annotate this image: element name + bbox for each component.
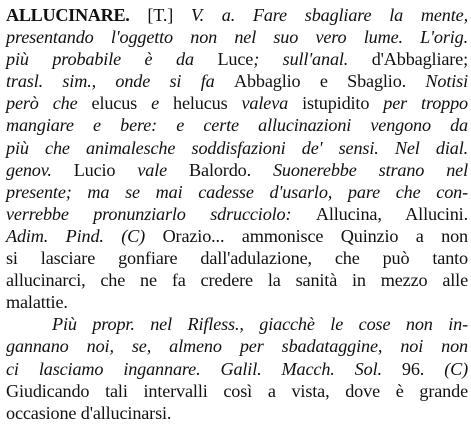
line-segment: presentando l'oggetto non nel suo vero lume. L'orig. xyxy=(6,27,468,48)
line-segment: Più propr. nel Rifless., giacchè le cose non in- xyxy=(52,314,468,335)
entry-line-4 xyxy=(6,70,468,92)
line-segment: Suonerebbe strano nel xyxy=(251,159,468,180)
line-segment: più probabile è da xyxy=(6,49,218,70)
entry-line-15 xyxy=(6,313,468,335)
line-segment: allucinarci, che ne fa credere la sanità in mezzo alle xyxy=(6,270,468,291)
entry-line-12 xyxy=(6,247,468,269)
entry-line-7 xyxy=(6,137,468,159)
entry-line-16 xyxy=(6,335,468,357)
line-segment: mangiare e bere: e certe allucinazioni vengono da xyxy=(6,115,468,136)
headword: ALLUCINARE. xyxy=(6,5,130,25)
line-segment: genov. xyxy=(6,159,74,180)
entry-line-18 xyxy=(6,380,468,402)
line-segment: per troppo xyxy=(369,93,468,114)
line-segment: trasl. sim., onde si fa xyxy=(6,71,234,92)
entry-line-5 xyxy=(6,92,468,114)
entry-line-3 xyxy=(6,48,468,70)
entry-line-1 xyxy=(6,4,468,26)
line-segment: più che animalesche soddisfazioni de' sensi. Nel dial. xyxy=(6,137,468,158)
line-segment: d'Abbagliare; xyxy=(371,49,469,70)
entry-line-10 xyxy=(6,203,468,225)
dictionary-entry xyxy=(6,4,468,424)
entry-line-8 xyxy=(6,159,468,181)
line-segment: helucus xyxy=(173,93,228,114)
line-segment: Lucio xyxy=(73,159,116,180)
line-segment: V. a. Fare sbagliare la mente, xyxy=(190,5,468,25)
entry-line-9 xyxy=(6,181,468,203)
line-segment: Balordo. xyxy=(189,159,251,180)
line-segment: Giudicando tali intervalli così a vista, dove è grande xyxy=(6,380,468,401)
line-segment: occasione d'allucinarsi. xyxy=(6,402,172,423)
source-tag: [T.] xyxy=(147,5,174,25)
entry-line-17 xyxy=(6,358,468,380)
line-segment: malattie. xyxy=(6,292,68,313)
line-segment: Notisi xyxy=(406,71,468,92)
line-segment: Allucina, Allucini. xyxy=(315,203,468,224)
line-segment: Orazio... ammonisce Quinzio a non xyxy=(162,225,469,246)
line-segment: si lasciare gonfiare dall'adulazione, che può tanto xyxy=(6,248,468,269)
line-segment: elucus xyxy=(91,93,138,114)
entry-line-19 xyxy=(6,402,468,424)
line-segment: però che xyxy=(6,93,92,114)
line-segment: ; sull'anal. xyxy=(253,49,372,70)
entry-line-11 xyxy=(6,225,468,247)
line-segment: (C) xyxy=(424,358,468,379)
line-segment: valeva xyxy=(227,93,303,114)
line-segment: verrebbe pronunziarlo sdrucciolo: xyxy=(6,203,316,224)
entry-line-6 xyxy=(6,114,468,136)
line-segment: Adim. Pind. (C) xyxy=(6,225,163,246)
entry-line-14 xyxy=(6,291,468,313)
line-segment: e xyxy=(137,93,173,114)
line-segment: gannano noi, se, almeno per sbadataggine, noi non xyxy=(6,336,468,357)
line-segment: vale xyxy=(115,159,190,180)
entry-line-2 xyxy=(6,26,468,48)
line-segment: 96. xyxy=(401,358,425,379)
line-segment: istupidito xyxy=(302,93,370,114)
entry-line-13 xyxy=(6,269,468,291)
line-segment: Abbaglio e Sbaglio. xyxy=(233,71,407,92)
line-segment: ci lasciamo ingannare. Galil. Macch. Sol. xyxy=(6,358,402,379)
line-segment: Luce xyxy=(217,49,254,70)
line-segment: presente; ma se mai cadesse d'usarlo, pare che con- xyxy=(6,181,468,202)
